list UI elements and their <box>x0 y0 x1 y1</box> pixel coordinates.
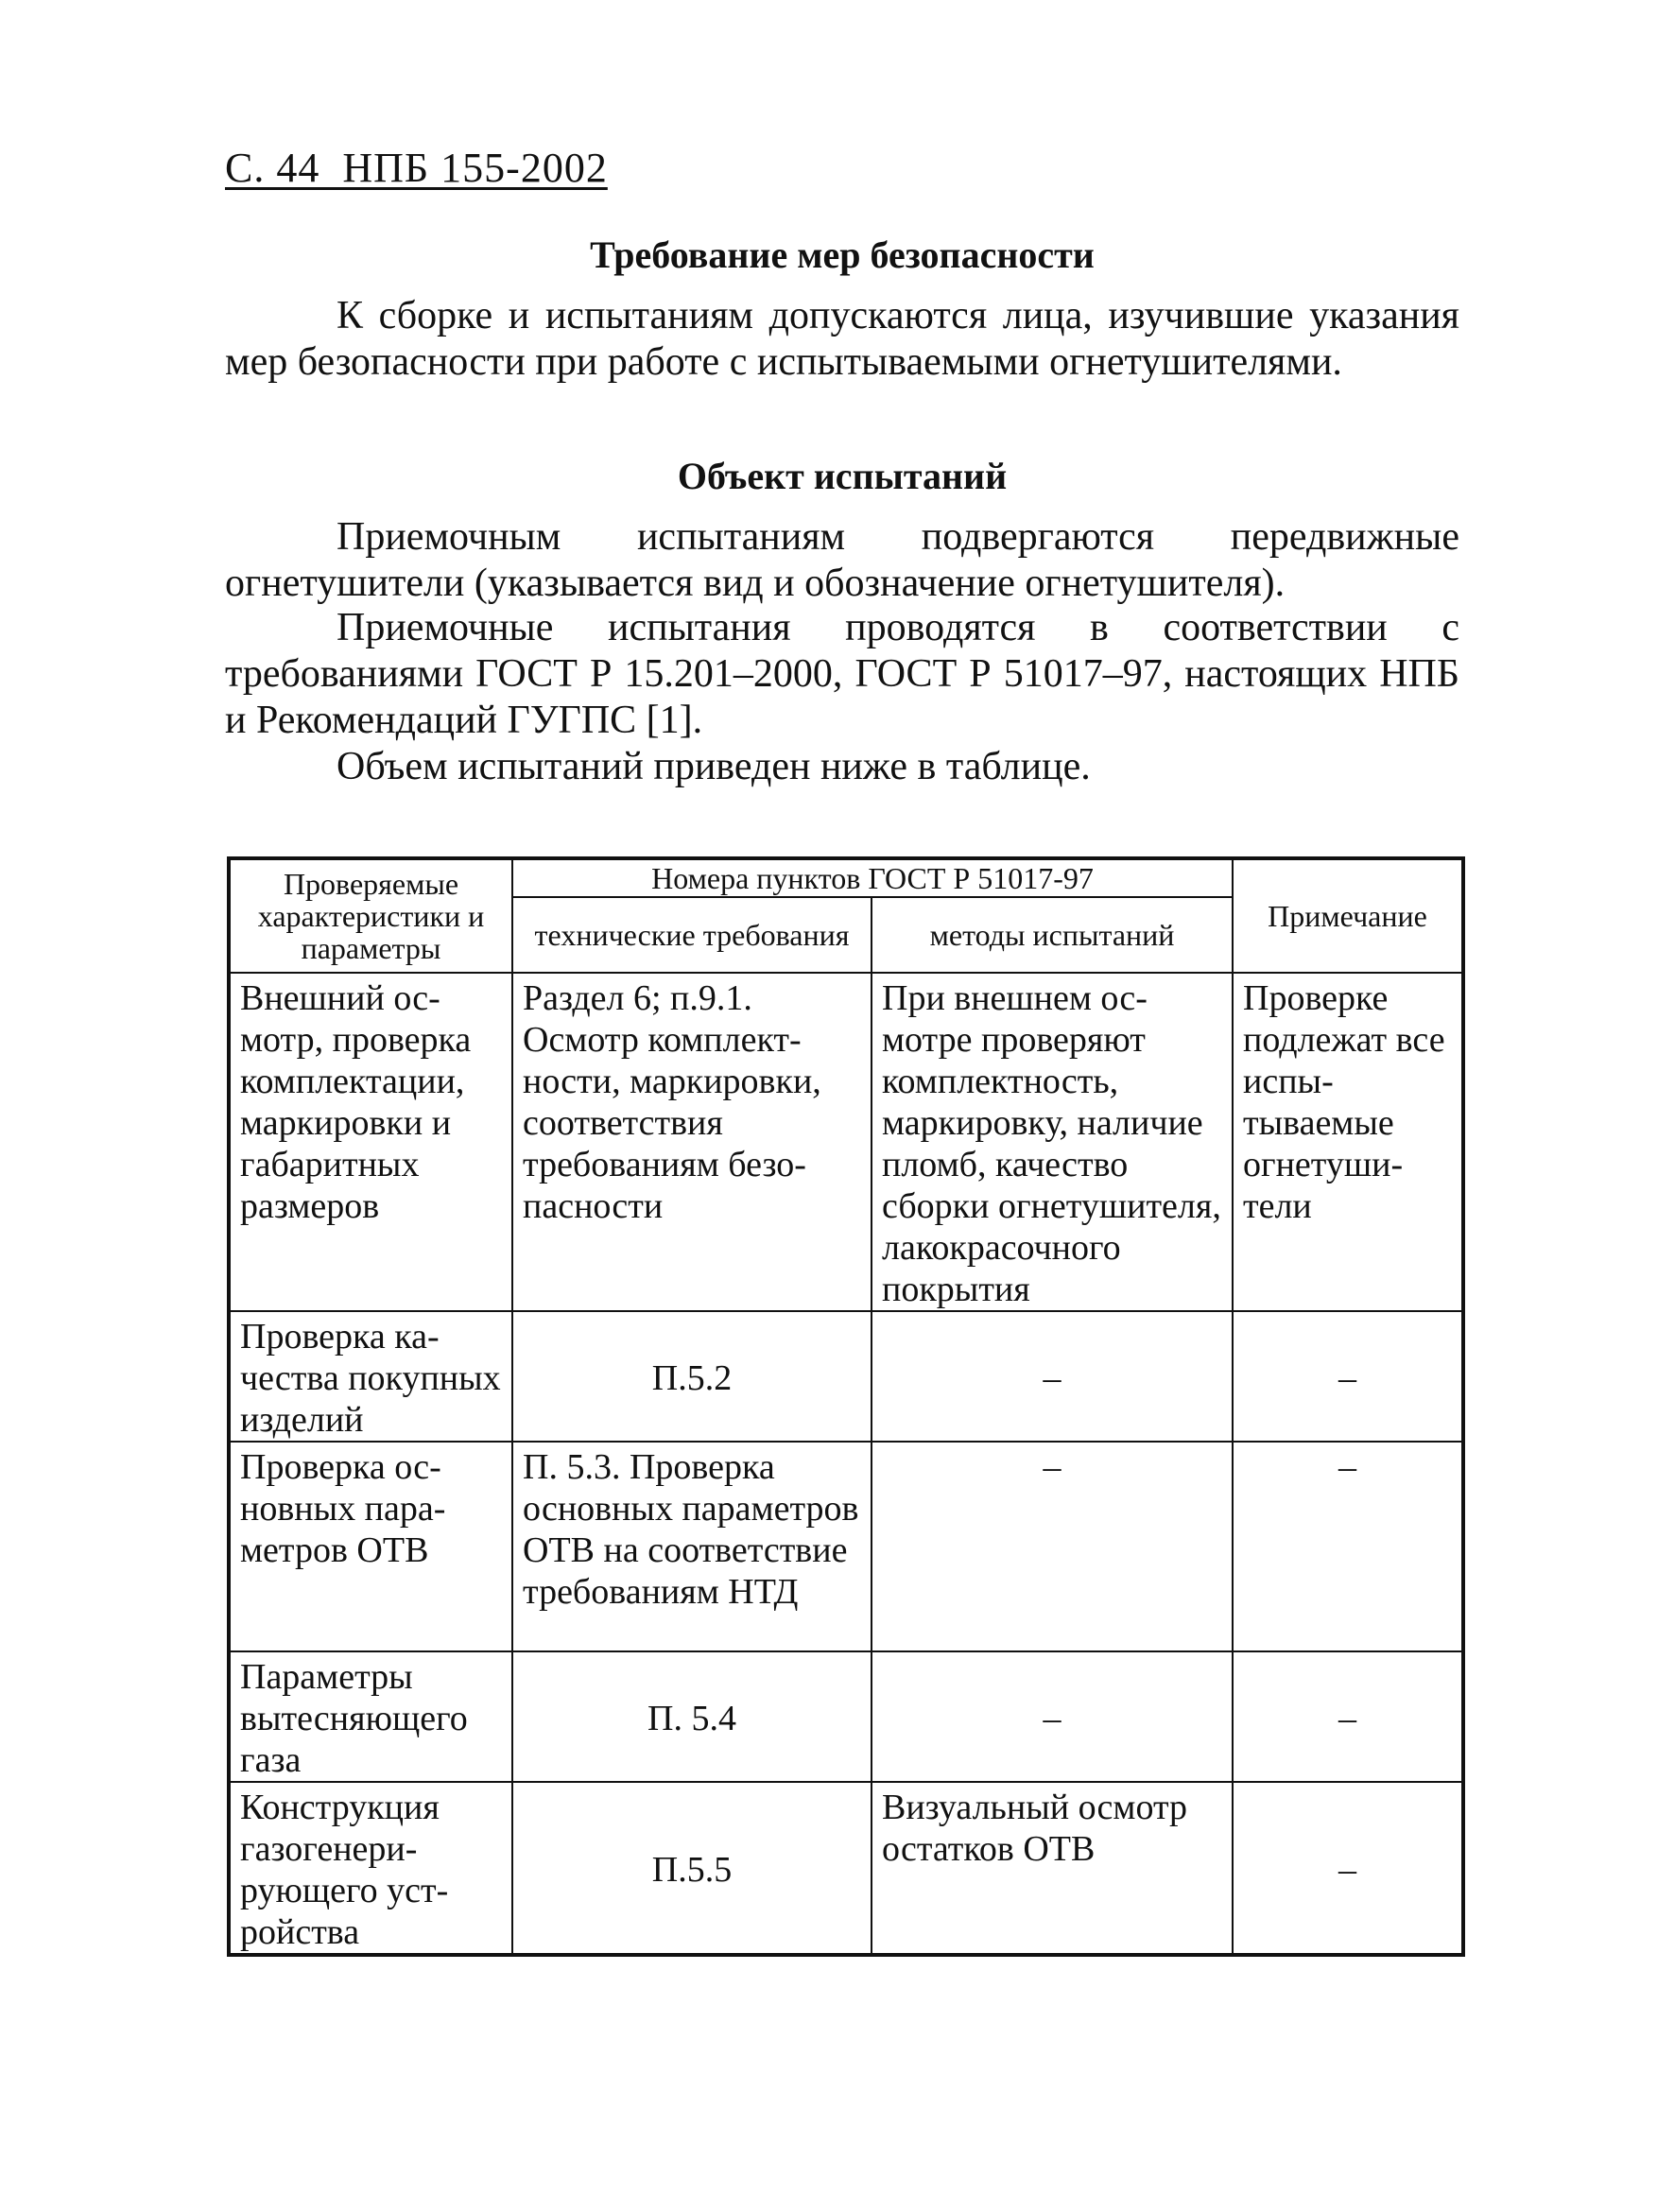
cell-method: – <box>872 1311 1233 1442</box>
table-row <box>229 1782 1463 1955</box>
cell-tech: П. 5.3. Проверка основных параметров ОТВ на соответствие требованиям НТД <box>512 1442 872 1651</box>
cell-note: Проверке подлежат все испытываемые огнетушители <box>1233 973 1463 1311</box>
cell-note: – <box>1233 1442 1463 1651</box>
cell-tech: Раздел 6; п.9.1. Осмотр комплектности, маркировки, соответствия требованиям безопасности <box>512 973 872 1311</box>
header-parameters: Проверяемые характеристики и параметры <box>229 858 512 973</box>
header-tech-requirements: технические требования <box>512 897 872 973</box>
cell-param: Конструкция газогенерирующего устройства <box>229 1782 512 1955</box>
cell-param: Внешний осмотр, проверка комплектации, маркировки и габаритных размеров <box>229 973 512 1311</box>
tests-table <box>227 856 1465 1957</box>
object-paragraph-2: Приемочные испытания проводятся в соответствии с требованиями ГОСТ Р 15.201–2000, ГОСТ Р 51017–97, настоящих НПБ и Рекомендаций ГУГПС [1]. <box>225 606 1459 742</box>
table-row <box>229 1651 1463 1782</box>
cell-param: Проверка качества покупных изделий <box>229 1311 512 1442</box>
object-paragraph-1: Приемочным испытаниям подвергаются передвижные огнетушители (указывается вид и обозначение огнетушителя). <box>225 515 1459 605</box>
object-paragraph-3: Объем испытаний приведен ниже в таблице. <box>337 745 1091 788</box>
safety-paragraph: К сборке и испытаниям допускаются лица, изучившие указания мер безопасности при работе с испытываемыми огнетушителями. <box>225 294 1459 384</box>
cell-method: При внешнем осмотре проверяют комплектность, маркировку, наличие пломб, качество сборки огнетушителя, лакокрасочного покрытия <box>872 973 1233 1311</box>
cell-method: – <box>872 1651 1233 1782</box>
cell-method: Визуальный осмотр остатков ОТВ <box>872 1782 1233 1955</box>
cell-tech: П.5.5 <box>512 1782 872 1955</box>
cell-method: – <box>872 1442 1233 1651</box>
cell-note: – <box>1233 1311 1463 1442</box>
table-row <box>229 1311 1463 1442</box>
table-row <box>229 973 1463 1311</box>
header-test-methods: методы испытаний <box>872 897 1233 973</box>
header-note: Примечание <box>1233 858 1463 973</box>
section-title-safety: Требование мер безопасности <box>590 233 1095 276</box>
header-gost-group: Номера пунктов ГОСТ Р 51017-97 <box>512 858 1233 897</box>
cell-param: Параметры вытесняющего газа <box>229 1651 512 1782</box>
table-row <box>229 1442 1463 1651</box>
section-title-object: Объект испытаний <box>677 455 1008 497</box>
page-header: С. 44 НПБ 155-2002 <box>225 145 608 191</box>
cell-note: – <box>1233 1651 1463 1782</box>
cell-tech: П.5.2 <box>512 1311 872 1442</box>
cell-note: – <box>1233 1782 1463 1955</box>
cell-tech: П. 5.4 <box>512 1651 872 1782</box>
cell-param: Проверка основных параметров ОТВ <box>229 1442 512 1651</box>
